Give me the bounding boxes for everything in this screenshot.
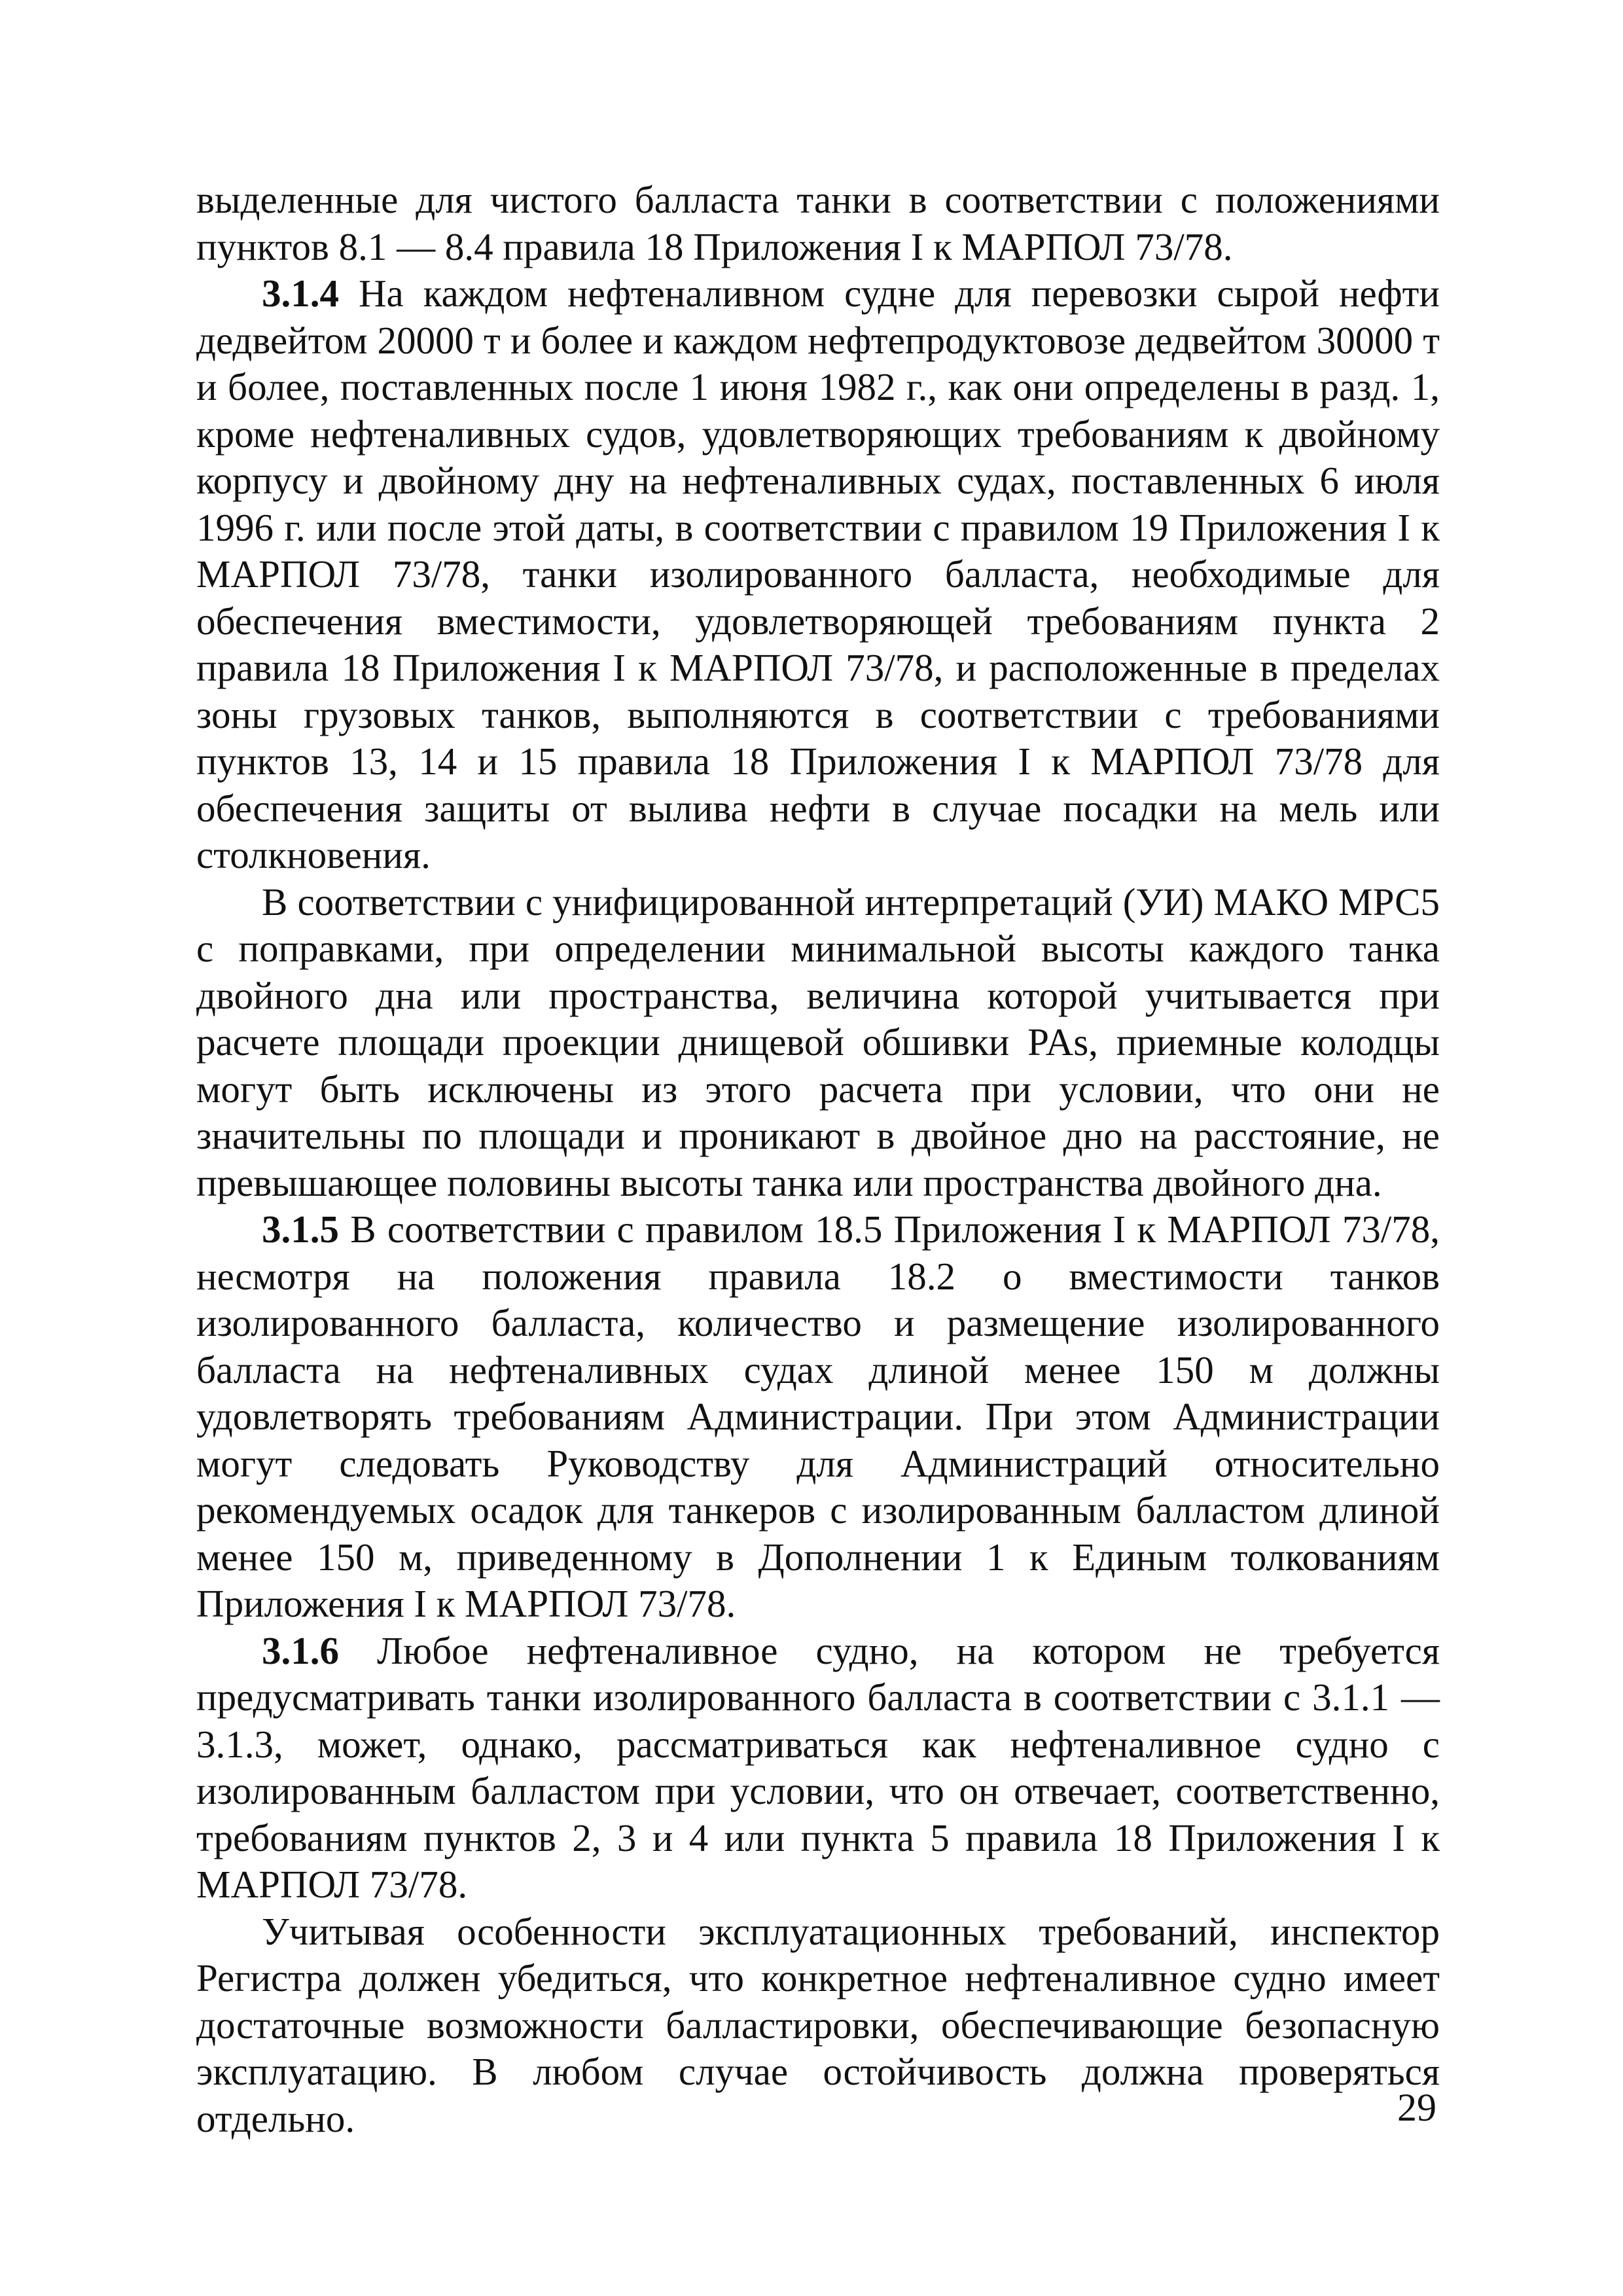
document-body <box>196 177 1440 2142</box>
paragraph-text: В соответствии с правилом 18.5 Приложения I к МАРПОЛ 73/78, несмотря на положения правила 18.2 о вместимости танков изолированного балласта, количество и размещение изолированного балласта на нефтеналивных судах длиной менее 150 м должны удовлетворять требованиям Администрации. При этом Администрации могут следовать Руководству для Администраций относительно рекомендуемых осадок для танкеров с изолированным балластом длиной менее 150 м, приведенному в Дополнении 1 к Единым толкованиям Приложения I к МАРПОЛ 73/78. <box>196 1208 1440 1625</box>
paragraph-text: выделенные для чистого балласта танки в соответствии с положениями пунктов 8.1 — 8.4 правила 18 Приложения I к МАРПОЛ 73/78. <box>196 178 1440 268</box>
paragraph-text: На каждом нефтеналивном судне для перевозки сырой нефти дедвейтом 20000 т и более и каждом нефтепродуктовозе дедвейтом 30000 т и более, поставленных после 1 июня 1982 г., как они определены в разд. 1, кроме нефтеналивных судов, удовлетворяющих требованиям к двойному корпусу и двойному дну на нефтеналивных судах, поставленных 6 июля 1996 г. или после этой даты, в соответствии с правилом 19 Приложения I к МАРПОЛ 73/78, танки изолированного балласта, необходимые для обеспечения вместимости, удовлетворяющей требованиям пункта 2 правила 18 Приложения I к МАРПОЛ 73/78, и расположенные в пределах зоны грузовых танков, выполняются в соответствии с требованиями пунктов 13, 14 и 15 правила 18 Приложения I к МАРПОЛ 73/78 для обеспечения защиты от вылива нефти в случае посадки на мель или столкновения. <box>196 272 1440 876</box>
paragraph-continuation <box>196 177 1440 270</box>
page-number: 29 <box>1397 2086 1436 2129</box>
paragraph-3-1-5 <box>196 1206 1440 1628</box>
paragraph-3-1-4 <box>196 270 1440 879</box>
paragraph-text: Учитывая особенности эксплуатационных требований, инспектор Регистра должен убедиться, что конкретное нефтеналивное судно имеет достаточные возможности балластировки, обеспечивающие безопасную эксплуатацию. В любом случае остойчивость должна проверяться отдельно. <box>196 1909 1440 2140</box>
section-number: 3.1.6 <box>262 1628 339 1672</box>
paragraph-text: В соответствии с унифицированной интерпретаций (УИ) МАКО МРС5 с поправками, при определении минимальной высоты каждого танка двойного дна или пространства, величина которой учитывается при расчете площади проекции днищевой обшивки PAs, приемные колодцы могут быть исключены из этого расчета при условии, что они не значительны по площади и проникают в двойное дно на расстояние, не превышающее половины высоты танка или пространства двойного дна. <box>196 880 1440 1204</box>
paragraph-text: Любое нефтеналивное судно, на котором не требуется предусматривать танки изолированного балласта в соответствии с 3.1.1 — 3.1.3, может, однако, рассматриваться как нефтеналивное судно с изолированным балластом при условии, что он отвечает, соответственно, требованиям пунктов 2, 3 и 4 или пункта 5 правила 18 Приложения I к МАРПОЛ 73/78. <box>196 1628 1440 1906</box>
section-number: 3.1.4 <box>262 272 339 315</box>
paragraph-3-1-6 <box>196 1628 1440 1909</box>
paragraph-inspector-note <box>196 1909 1440 2143</box>
section-number: 3.1.5 <box>262 1208 339 1251</box>
paragraph-ui-interpretation <box>196 879 1440 1207</box>
